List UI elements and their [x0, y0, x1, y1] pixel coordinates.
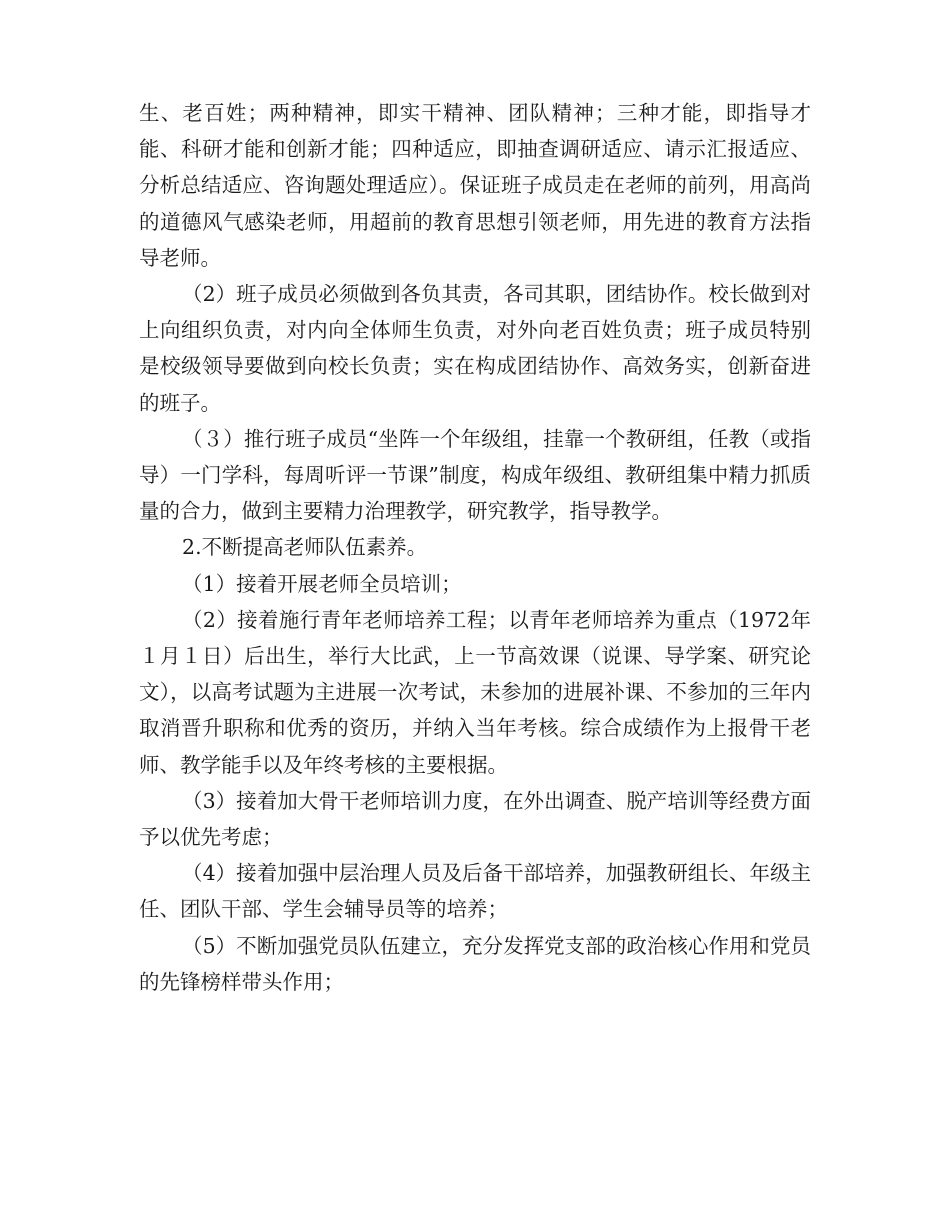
paragraph-9: （5）不断加强党员队伍建立，充分发挥党支部的政治核心作用和党员的先锋榜样带头作用；: [139, 933, 811, 994]
paragraph-6: （2）接着施行青年老师培养工程；以青年老师培养为重点（1972年１月１日）后出生，举行大比武，上一节高效课（说课、导学案、研究论文），以高考试题为主进展一次考试，未参加的进展补课、不参加的三年内取消晋升职称和优秀的资历，并纳入当年考核。综合成绩作为上报骨干老师、教学能手以及年终考核的主要根据。: [139, 607, 811, 777]
paragraph-7: （3）接着加大骨干老师培训力度，在外出调查、脱产培训等经费方面予以优先考虑；: [139, 788, 811, 850]
section-heading: 2.不断提高老师队伍素养。: [182, 535, 428, 560]
paragraph-2: （2）班子成员必须做到各负其责，各司其职，团结协作。校长做到对上向组织负责，对内向全体师生负责，对外向老百姓负责；班子成员特别是校级领导要做到向校长负责；实在构成团结协作、高效务实，创新奋进的班子。: [139, 282, 811, 415]
paragraph-5: （1）接着开展老师全员培训；: [182, 571, 462, 596]
document-body: [139, 95, 811, 1000]
paragraph-3: （３）推行班子成员“坐阵一个年级组，挂靠一个教研组，任教（或指导）一门学科，每周听评一节课”制度，构成年级组、教研组集中精力抓质量的合力，做到主要精力治理教学，研究教学，指导教学。: [139, 426, 811, 524]
paragraph-1: 生、老百姓；两种精神，即实干精神、团队精神；三种才能，即指导才能、科研才能和创新才能；四种适应，即抽查调研适应、请示汇报适应、分析总结适应、咨询题处理适应）。保证班子成员走在老师的前列，用高尚的道德风气感染老师，用超前的教育思想引领老师，用先进的教育方法指导老师。: [139, 101, 811, 270]
paragraph-8: （4）接着加强中层治理人员及后备干部培养，加强教研组长、年级主任、团队干部、学生会辅导员等的培养；: [139, 861, 811, 922]
